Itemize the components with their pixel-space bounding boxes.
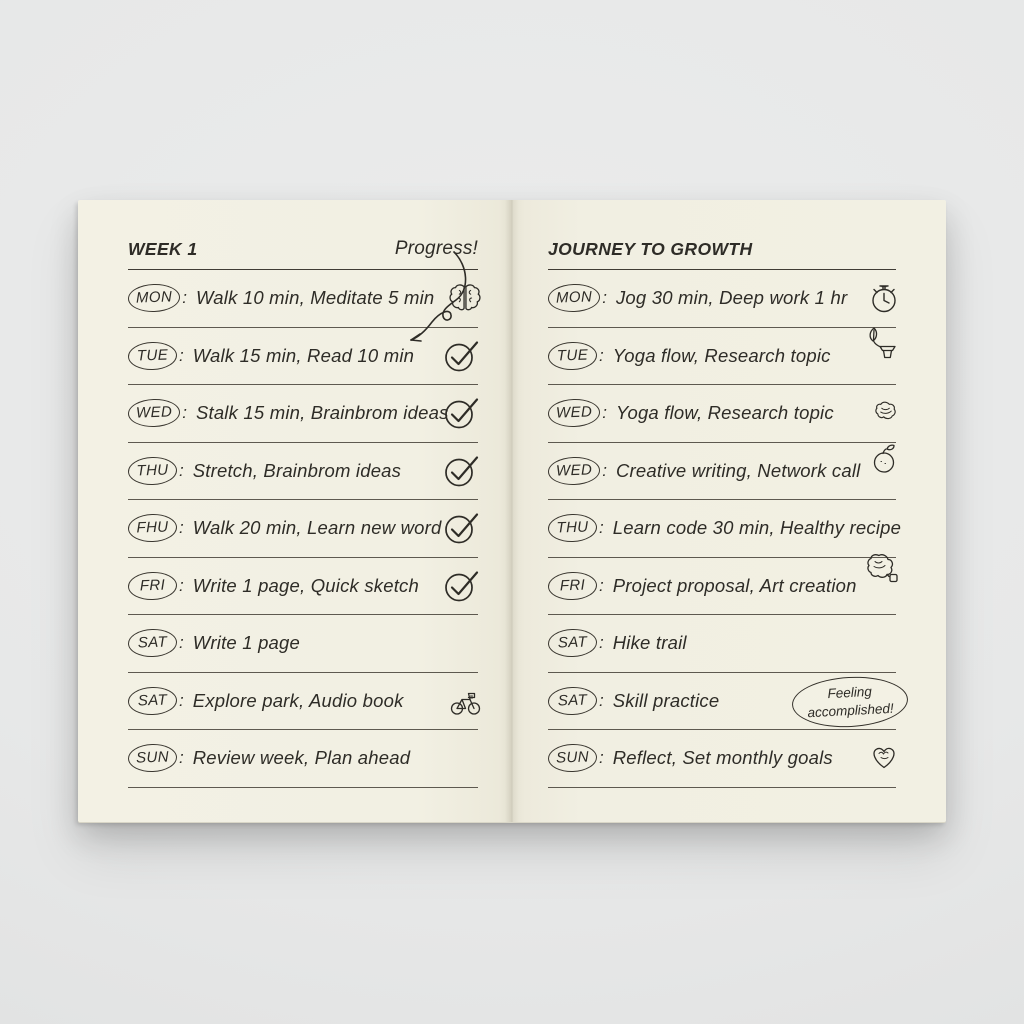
activity-text: Hike trail bbox=[612, 632, 687, 654]
heart-icon bbox=[869, 745, 900, 772]
activity-text: Write 1 page bbox=[192, 632, 301, 654]
day-badge: WED bbox=[548, 398, 601, 428]
habit-row bbox=[548, 328, 896, 386]
activity-text: Write 1 page, Quick sketch bbox=[192, 574, 419, 596]
day-badge: WED bbox=[128, 398, 181, 428]
activity-text: Review week, Plan ahead bbox=[192, 747, 411, 769]
activity-text: Yoga flow, Research topic bbox=[615, 402, 834, 424]
habit-row bbox=[128, 270, 478, 328]
day-badge: SUN bbox=[548, 743, 598, 773]
left-page-header bbox=[128, 216, 478, 270]
day-badge: FRI bbox=[128, 571, 178, 601]
day-colon: : bbox=[602, 403, 607, 423]
day-colon: : bbox=[182, 403, 187, 423]
habit-row bbox=[548, 500, 902, 558]
day-badge: SAT bbox=[548, 628, 598, 658]
right-page-header bbox=[548, 216, 896, 270]
day-colon: : bbox=[179, 460, 184, 480]
activity-text: Walk 20 min, Learn new word bbox=[192, 517, 442, 539]
day-colon: : bbox=[179, 518, 184, 538]
day-colon: : bbox=[602, 460, 607, 480]
day-badge: SAT bbox=[128, 628, 178, 658]
day-badge: SUN bbox=[128, 743, 178, 773]
page-title: WEEK 1 bbox=[128, 239, 198, 259]
habit-row bbox=[548, 673, 896, 731]
day-colon: : bbox=[179, 345, 184, 365]
stopwatch-icon bbox=[869, 282, 900, 315]
day-badge: THU bbox=[128, 456, 178, 486]
habit-row bbox=[548, 730, 896, 788]
day-colon: : bbox=[599, 518, 604, 538]
brain-small-icon bbox=[873, 402, 900, 425]
day-colon: : bbox=[182, 288, 187, 308]
day-colon: : bbox=[179, 690, 184, 710]
apple-icon bbox=[871, 444, 900, 475]
day-badge: SAT bbox=[548, 686, 598, 716]
day-badge: WED bbox=[548, 456, 601, 486]
habit-row bbox=[128, 443, 478, 501]
check-icon bbox=[443, 511, 482, 546]
habit-row bbox=[128, 730, 478, 788]
activity-text: Learn code 30 min, Healthy recipe bbox=[612, 517, 902, 539]
activity-text: Skill practice bbox=[612, 689, 720, 711]
day-colon: : bbox=[599, 345, 604, 365]
bubble-line: accomplished! bbox=[806, 699, 894, 720]
habit-row bbox=[548, 558, 896, 616]
check-icon bbox=[443, 338, 482, 373]
check-icon bbox=[443, 396, 482, 431]
day-colon: : bbox=[179, 748, 184, 768]
day-badge: TUE bbox=[548, 341, 598, 371]
check-icon bbox=[443, 453, 482, 488]
day-badge: FHU bbox=[128, 513, 178, 543]
habit-row bbox=[548, 615, 896, 673]
activity-text: Explore park, Audio book bbox=[192, 689, 404, 711]
habit-row bbox=[128, 558, 478, 616]
progress-note: Progress! bbox=[394, 238, 478, 259]
day-colon: : bbox=[179, 575, 184, 595]
day-colon: : bbox=[602, 288, 607, 308]
day-colon: : bbox=[599, 690, 604, 710]
day-badge: FRI bbox=[548, 571, 598, 601]
habit-row bbox=[548, 443, 896, 501]
day-colon: : bbox=[599, 575, 604, 595]
brain-icon bbox=[448, 283, 482, 314]
day-colon: : bbox=[599, 748, 604, 768]
habit-row bbox=[128, 385, 478, 443]
plant-icon bbox=[865, 326, 900, 362]
habit-row bbox=[128, 673, 478, 731]
activity-text: Jog 30 min, Deep work 1 hr bbox=[615, 287, 848, 309]
habit-row bbox=[548, 385, 896, 443]
activity-text: Stalk 15 min, Brainbrom ideas bbox=[195, 402, 449, 424]
page-title: JOURNEY TO GROWTH bbox=[548, 239, 753, 259]
activity-text: Walk 10 min, Meditate 5 min bbox=[195, 287, 435, 309]
day-badge: MON bbox=[548, 283, 601, 313]
habit-row bbox=[128, 615, 478, 673]
activity-text: Stretch, Brainbrom ideas bbox=[192, 459, 402, 481]
speech-bubble bbox=[790, 673, 909, 729]
day-badge: SAT bbox=[128, 686, 178, 716]
day-badge: THU bbox=[548, 513, 598, 543]
right-page bbox=[512, 200, 946, 822]
left-page bbox=[78, 200, 512, 822]
habit-row bbox=[128, 500, 478, 558]
bubble-line: Feeling bbox=[826, 683, 872, 701]
activity-text: Reflect, Set monthly goals bbox=[612, 747, 833, 769]
habit-row bbox=[128, 328, 478, 386]
day-colon: : bbox=[599, 633, 604, 653]
activity-text: Project proposal, Art creation bbox=[612, 574, 857, 596]
activity-text: Yoga flow, Research topic bbox=[612, 344, 831, 366]
day-colon: : bbox=[179, 633, 184, 653]
habit-row bbox=[548, 270, 896, 328]
check-icon bbox=[443, 568, 482, 603]
bicycle-icon bbox=[449, 686, 482, 715]
activity-text: Creative writing, Network call bbox=[615, 459, 861, 481]
day-badge: MON bbox=[128, 283, 181, 313]
day-badge: TUE bbox=[128, 341, 178, 371]
brain-idea-icon bbox=[865, 552, 900, 583]
journal-spread bbox=[78, 200, 946, 822]
activity-text: Walk 15 min, Read 10 min bbox=[192, 344, 415, 366]
